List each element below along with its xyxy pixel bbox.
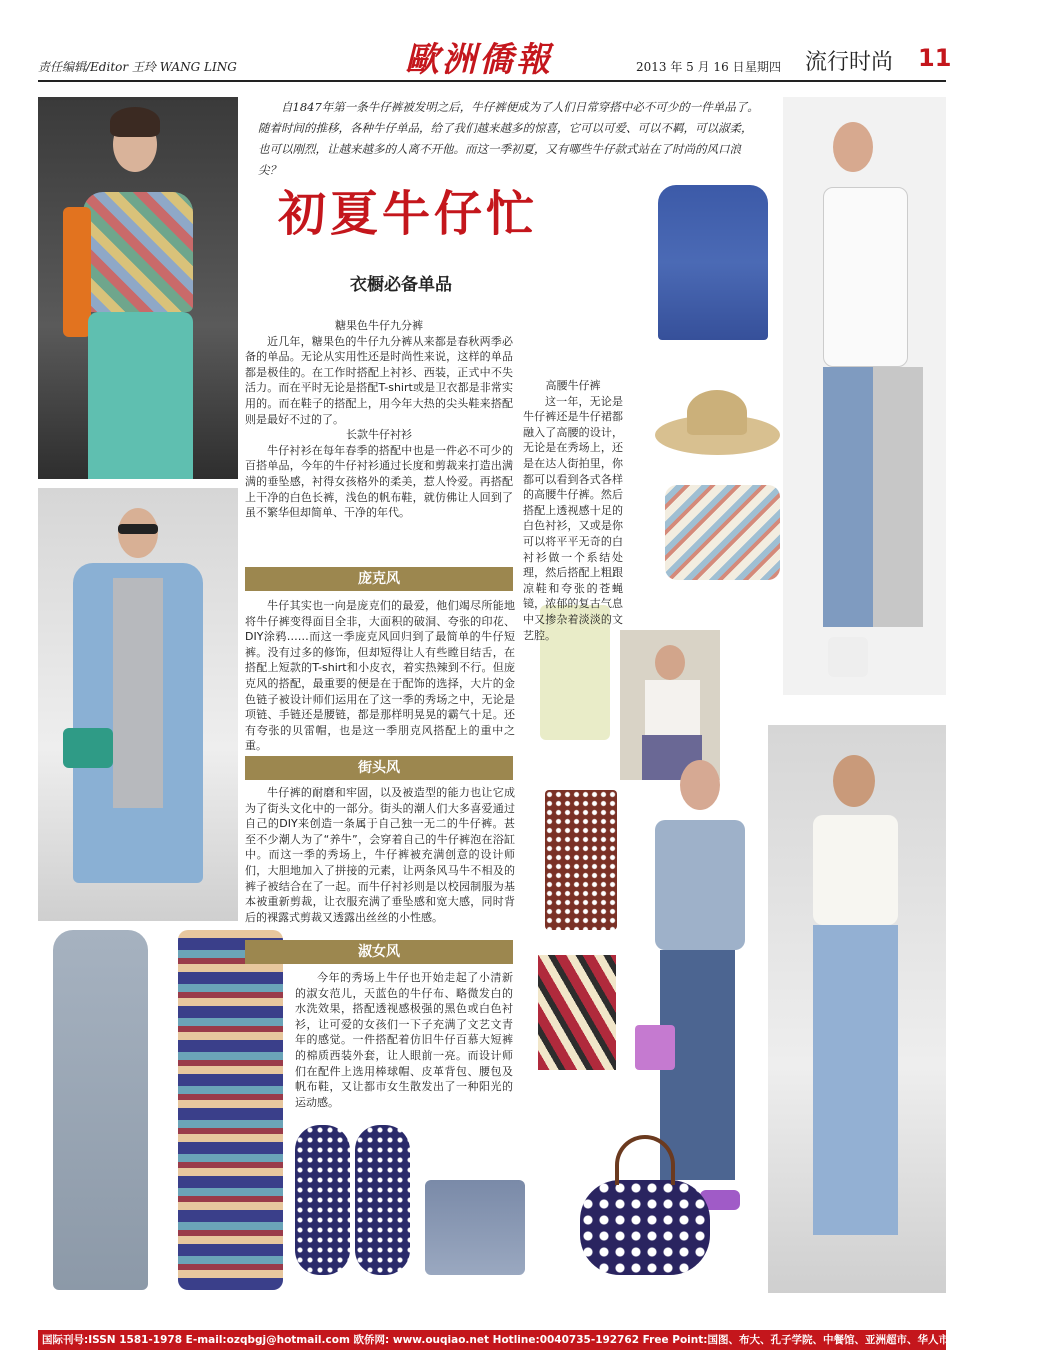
article-headline: 初夏牛仔忙 [278,186,539,242]
section-heading-high-waist: 高腰牛仔裤 [545,379,601,392]
text-punk [245,598,515,754]
product-denim-jumpsuit [38,925,163,1295]
section-title: 流行时尚 [805,50,894,75]
newspaper-masthead: 歐洲僑報 [405,40,553,80]
model-photo-white-top-skirt [620,630,720,780]
continued-text-spacer [523,318,623,378]
section-body-denim-shirt: 牛仔衬衫在每年春季的搭配中也是一件必不可少的百搭单品，今年的牛仔衬衫通过长度和剪裁来打造出满满的垂坠感，衬得女孩格外的柔美，惹人怜爱。再搭配上干净的白色长裤，浅色的帆布鞋，就仿佛让人回到了虽不繁华但却简单、干净的年代。 [245,443,513,520]
article-intro: 自1847年第一条牛仔裤被发明之后，牛仔裤便成为了人们日常穿搭中必不可少的一件单品了。随着时间的推移，各种牛仔单品，给了我们越来越多的惊喜，它可以可爱、可以不羁，可以淑柔，也可以刚烈，让越来越多的人离不开他。而这一季初夏，又有哪些牛仔款式站在了时尚的风口浪尖？ [258,100,759,177]
runway-photo-checkered-top [38,97,238,479]
section-heading-capri: 糖果色牛仔九分裤 [335,319,423,332]
product-print-bag [660,475,785,585]
footer-bar: 国际刊号:ISSN 1581-1978 E-mail:ozqbgj@hotmail.com 欧侨网: www.ouqiao.net Hotline:0040735-192762 Free Point:国图、布大、孔子学院、中餐馆、亚洲超市、华人市场、各大中资机构、机场 [38,1330,946,1350]
product-denim-shorts [420,1160,530,1285]
issue-weekday: 星期四 [745,60,782,74]
product-denim-shirt [648,175,778,345]
text-column-left [245,318,513,521]
text-column-right [523,318,623,642]
runway-photo-numbers-shirt [783,97,946,695]
product-polka-duffel [570,1125,720,1285]
page-number: 11 [918,44,952,72]
product-polka-shoes [295,1125,415,1285]
body-lady: 今年的秀场上牛仔也开始走起了小清新的淑女范儿，天蓝色的牛仔布、略微发白的水洗效果，搭配透视感极强的黑色或白色衬衫，让可爱的女孩们一下子充满了文艺文青年的感觉。一件搭配着仿旧牛仔百慕大短裤的棉质西装外套，让人眼前一亮。而设计师们在配件上选用棒球帽、皮革背包、腰包及帆布鞋，又让都市女生散发出了一种阳光的运动感。 [295,971,513,1109]
section-heading-denim-shirt: 长款牛仔衬衫 [346,428,412,442]
text-street [245,785,515,925]
body-punk: 牛仔其实也一向是庞克们的最爱，他们竭尽所能地将牛仔裤变得面目全非，大面积的破洞、夸张的印花、DIY涂鸦……而这一季庞克风回归到了最简单的牛仔短裤。没有过多的修饰，但却短得让人有些瞠目结舌，在搭配上短款的T-shirt和小皮衣，着实热辣到不行。但庞克风的搭配，最重要的便是在于配饰的选择，大片的金色链子被设计师们运用在了这一季的秀场之中，无论是项链、手链还是腰链，都是那样明晃晃的霸气十足。还有夸张的贝雷帽，也是这一季朋克风搭配上的重中之重。 [245,599,515,753]
editor-credit: 责任编辑/Editor 王玲 WANG LING [38,60,237,74]
runway-photo-denim-coat [38,488,238,921]
band-lady: 淑女风 [245,940,513,964]
body-street: 牛仔裤的耐磨和牢固，以及被造型的能力也让它成为了街头文化中的一部分。街头的潮人们大多喜爱通过自己的DIY来创造一条属于自己独一无二的牛仔裤。甚至不少潮人为了“养牛”，会穿着自己的牛仔裤泡在浴缸中。而这一季的秀场上，牛仔裤被充满创意的设计师们，大胆地加入了拼接的元素，让两条风马牛不相及的裤子被结合在了一起。而牛仔衬衫则是以校园制服为基本被重新剪裁，让衣服充满了垂坠感和宽大感，同时背后的裸露式剪裁又透露出丝丝的小性感。 [245,786,515,924]
product-dot-skirt [540,785,622,935]
band-street: 街头风 [245,756,513,780]
text-lady [295,970,513,1110]
runway-photo-white-shirt-jeans [768,725,946,1293]
product-straw-hat [655,385,780,465]
section-body-high-waist: 这一年，无论是牛仔裤还是牛仔裙都融入了高腰的设计，无论是在秀场上，还是在达人街拍里，你都可以看到各式各样的高腰牛仔裤。然后搭配上透视感十足的白色衬衫，又或是你可以将平平无奇的白衬衫做一个系结处理，然后搭配上粗跟凉鞋和夸张的苍蝇镜，浓郁的复古气息中又掺杂着淡淡的文艺腔。 [523,394,623,642]
band-punk: 庞克风 [245,567,513,591]
issue-date: 2013 年 5 月 16 日 [636,60,745,74]
section-body-capri: 近几年，糖果色的牛仔九分裤从来都是春秋两季必备的单品。无论从实用性还是时尚性来说，这样的单品都是极佳的。在工作时搭配上衬衫、西装，正式中不失活力。而在平时无论是搭配T-shirt或是卫衣都是非常实用的。而在鞋子的搭配上，用今年大热的尖头鞋来搭配则是最好不过的了。 [245,334,513,426]
header-rule [38,80,946,82]
product-floral-skirt [535,950,620,1075]
product-print-shirt-set [168,925,293,1295]
article-subheadline: 衣橱必备单品 [350,275,452,295]
